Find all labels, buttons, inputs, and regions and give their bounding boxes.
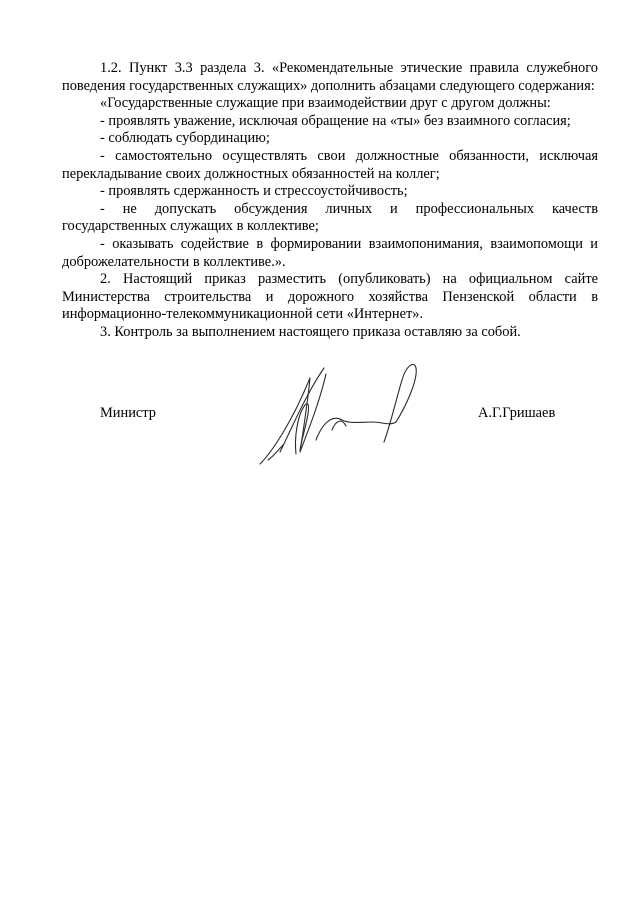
paragraph-2-publish: 2. Настоящий приказ разместить (опубликовать) на официальном сайте Министерства строительства и дорожного хозяйства Пензенской области в информационно-телекоммуникационной сети «Интернет». xyxy=(62,271,598,323)
handwritten-signature xyxy=(250,360,430,475)
paragraph-item-respect: - проявлять уважение, исключая обращение на «ты» без взаимного согласия; xyxy=(100,112,571,129)
signature-block xyxy=(0,360,640,480)
document-body xyxy=(62,60,598,342)
paragraph-item-no-discussion: - не допускать обсуждения личных и профессиональных качеств государственных служащих в коллективе; xyxy=(62,200,598,235)
paragraph-item-duties: - самостоятельно осуществлять свои должностные обязанности, исключая перекладывание своих должностных обязанностей на коллег; xyxy=(62,147,598,182)
paragraph-item-restraint: - проявлять сдержанность и стрессоустойчивость; xyxy=(100,183,408,200)
paragraph-item-assistance: - оказывать содействие в формировании взаимопонимания, взаимопомощи и доброжелательности в коллективе.». xyxy=(62,235,598,270)
paragraph-quote-intro: «Государственные служащие при взаимодействии друг с другом должны: xyxy=(100,95,551,112)
paragraph-1-2: 1.2. Пункт 3.3 раздела 3. «Рекомендательные этические правила служебного поведения государственных служащих» дополнить абзацами следующего содержания: xyxy=(62,60,598,94)
paragraph-item-subordination: - соблюдать субординацию; xyxy=(100,130,270,147)
paragraph-3-control: 3. Контроль за выполнением настоящего приказа оставляю за собой. xyxy=(100,323,521,340)
signatory-title: Министр xyxy=(100,405,156,421)
signatory-name: А.Г.Гришаев xyxy=(478,405,556,421)
